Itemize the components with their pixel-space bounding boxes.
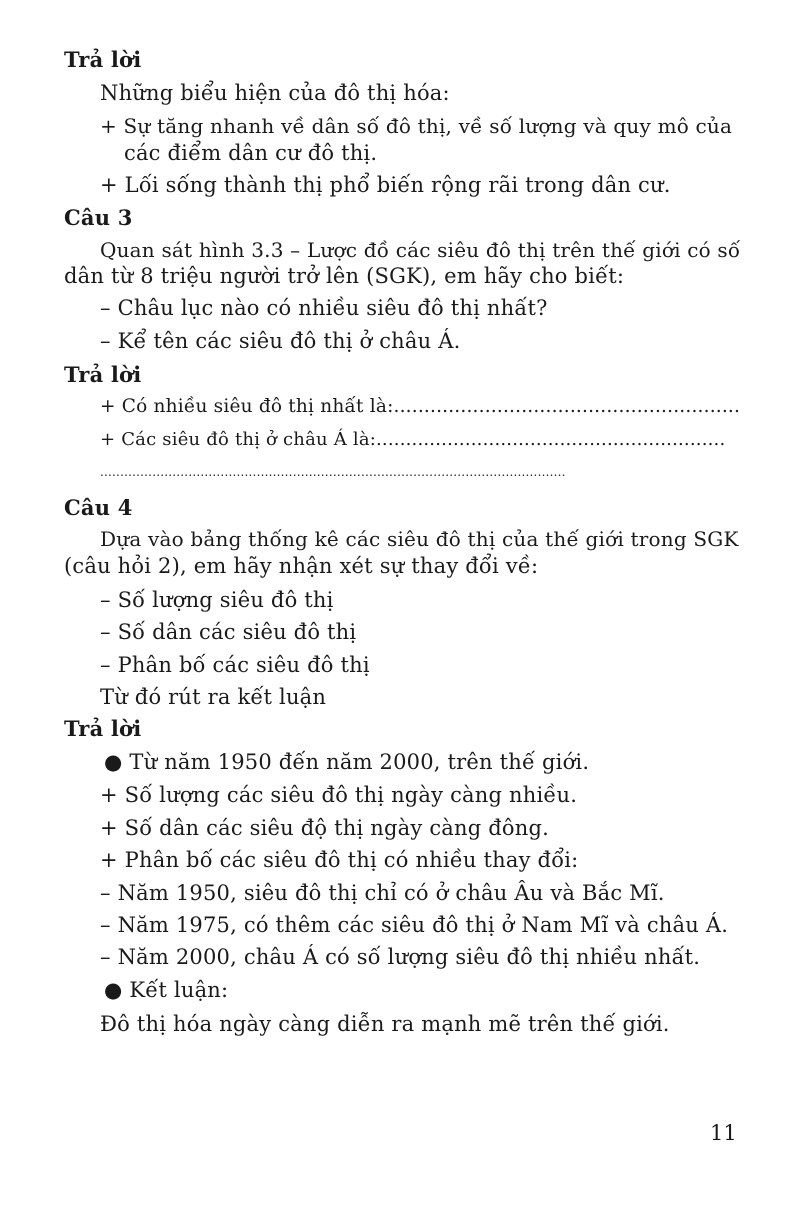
list-item: ● Kết luận: — [104, 978, 229, 1002]
list-item: – Kể tên các siêu đô thị ở châu Á. — [100, 329, 461, 353]
list-item: – Năm 1975, có thêm các siêu đô thị ở Nam Mĩ và châu Á. — [100, 913, 729, 937]
list-item: + Lối sống thành thị phổ biến rộng rãi trong dân cư. — [100, 173, 671, 197]
list-item: – Số lượng siêu đô thị — [100, 588, 334, 612]
paragraph-line: Những biểu hiện của đô thị hóa: — [100, 81, 450, 105]
paragraph-line: Quan sát hình 3.3 – Lược đồ các siêu đô thị trên thế giới có số — [100, 238, 741, 262]
question-heading: Câu 4 — [64, 495, 133, 520]
list-item-continuation: các điểm dân cư đô thị. — [124, 141, 378, 165]
fill-in-line: + Các siêu đô thị ở châu Á là:........................................................... — [100, 429, 726, 450]
paragraph-line: Dựa vào bảng thống kê các siêu đô thị của thế giới trong SGK — [100, 527, 739, 551]
answer-heading: Trả lời — [64, 362, 142, 387]
fill-in-line: .................................................................................................................... — [100, 465, 566, 479]
list-item: + Sự tăng nhanh về dân số đô thị, về số lượng và quy mô của — [100, 114, 733, 138]
paragraph-line: Đô thị hóa ngày càng diễn ra mạnh mẽ trên thế giới. — [100, 1012, 670, 1036]
answer-heading: Trả lời — [64, 716, 142, 741]
list-item: – Châu lục nào có nhiều siêu đô thị nhất? — [100, 296, 548, 320]
answer-heading: Trả lời — [64, 47, 142, 72]
list-item: – Năm 2000, châu Á có số lượng siêu đô thị nhiều nhất. — [100, 945, 701, 969]
list-item: + Phân bố các siêu đô thị có nhiều thay đổi: — [100, 848, 579, 872]
paragraph-line: (câu hỏi 2), em hãy nhận xét sự thay đổi về: — [64, 554, 539, 578]
paragraph-line: dân từ 8 triệu người trở lên (SGK), em hãy cho biết: — [64, 264, 625, 288]
paragraph-line: Từ đó rút ra kết luận — [100, 685, 327, 709]
list-item: ● Từ năm 1950 đến năm 2000, trên thế giới. — [104, 750, 590, 774]
list-item: – Phân bố các siêu đô thị — [100, 653, 370, 677]
fill-in-line: + Có nhiều siêu đô thị nhất là:......................................................... — [100, 396, 741, 417]
list-item: – Số dân các siêu đô thị — [100, 620, 357, 644]
question-heading: Câu 3 — [64, 205, 133, 230]
list-item: – Năm 1950, siêu đô thị chỉ có ở châu Âu và Bắc Mĩ. — [100, 881, 665, 905]
list-item: + Số lượng các siêu đô thị ngày càng nhiều. — [100, 783, 578, 807]
list-item: + Số dân các siêu độ thị ngày càng đông. — [100, 816, 549, 840]
page-number: 11 — [710, 1121, 737, 1145]
